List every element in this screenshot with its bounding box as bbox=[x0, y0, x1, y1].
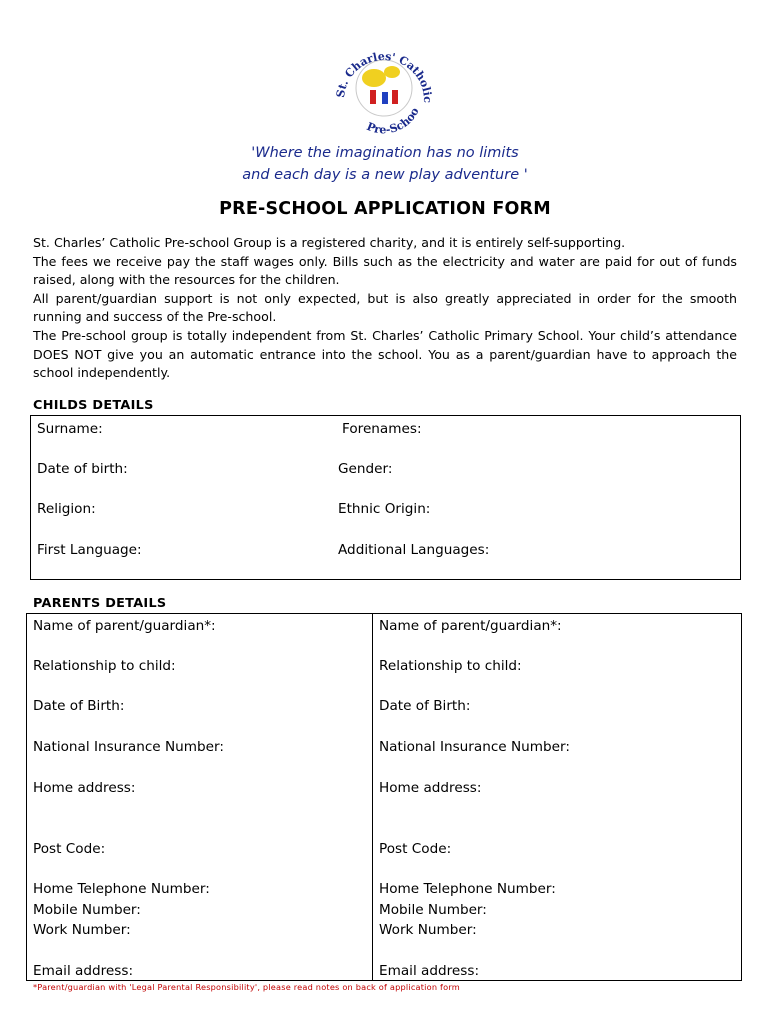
parent1-postcode-field[interactable]: Post Code: bbox=[33, 841, 106, 857]
intro-text bbox=[33, 234, 737, 383]
intro-paragraph: The Pre-school group is totally independent from St. Charles’ Catholic Primary School. Your child’s attendance DOES NOT give you an automatic entrance into the school. You as a parent/guardian have to approach the school independently. bbox=[33, 327, 737, 381]
childs-details-box bbox=[30, 415, 741, 580]
motto-line-1: 'Where the imagination has no limits bbox=[251, 145, 519, 161]
first-language-field[interactable]: First Language: bbox=[37, 542, 142, 558]
parent1-address-field[interactable]: Home address: bbox=[33, 780, 136, 796]
childs-details-heading: CHILDS DETAILS bbox=[33, 398, 154, 413]
parent2-address-field[interactable]: Home address: bbox=[379, 780, 482, 796]
parent2-ni-field[interactable]: National Insurance Number: bbox=[379, 739, 570, 755]
parent2-mobile-field[interactable]: Mobile Number: bbox=[379, 902, 487, 918]
intro-paragraph: All parent/guardian support is not only expected, but is also greatly appreciated in order for the smooth running and success of the Pre-school. bbox=[33, 290, 737, 325]
preschool-logo bbox=[322, 30, 444, 140]
parent2-relationship-field[interactable]: Relationship to child: bbox=[379, 658, 522, 674]
intro-paragraph: The fees we receive pay the staff wages only. Bills such as the electricity and water are paid for out of funds raised, along with the resources for the children. bbox=[33, 253, 737, 288]
parent2-email-field[interactable]: Email address: bbox=[379, 963, 480, 979]
religion-field[interactable]: Religion: bbox=[37, 501, 96, 517]
logo-emblem-icon bbox=[322, 30, 444, 140]
parent1-email-field[interactable]: Email address: bbox=[33, 963, 134, 979]
ethnic-origin-field[interactable]: Ethnic Origin: bbox=[338, 501, 431, 517]
logo-text-top: St. Charles' Catholic bbox=[333, 49, 435, 104]
child-dob-field[interactable]: Date of birth: bbox=[37, 461, 128, 477]
forenames-field[interactable]: Forenames: bbox=[342, 421, 422, 437]
parent1-work-field[interactable]: Work Number: bbox=[33, 922, 131, 938]
parent2-name-field[interactable]: Name of parent/guardian*: bbox=[379, 618, 562, 634]
parent2-dob-field[interactable]: Date of Birth: bbox=[379, 698, 471, 714]
additional-languages-field[interactable]: Additional Languages: bbox=[338, 542, 490, 558]
parent2-home-tel-field[interactable]: Home Telephone Number: bbox=[379, 881, 556, 897]
parent1-mobile-field[interactable]: Mobile Number: bbox=[33, 902, 141, 918]
column-divider bbox=[372, 614, 373, 980]
parent1-ni-field[interactable]: National Insurance Number: bbox=[33, 739, 224, 755]
parent2-work-field[interactable]: Work Number: bbox=[379, 922, 477, 938]
parent1-home-tel-field[interactable]: Home Telephone Number: bbox=[33, 881, 210, 897]
motto-line-2: and each day is a new play adventure ' bbox=[242, 167, 528, 183]
parents-details-box bbox=[26, 613, 742, 981]
surname-field[interactable]: Surname: bbox=[37, 421, 103, 437]
intro-paragraph: St. Charles’ Catholic Pre-school Group is a registered charity, and it is entirely self-supporting. bbox=[33, 235, 626, 250]
parent1-relationship-field[interactable]: Relationship to child: bbox=[33, 658, 176, 674]
gender-field[interactable]: Gender: bbox=[338, 461, 393, 477]
parent1-dob-field[interactable]: Date of Birth: bbox=[33, 698, 125, 714]
logo-text-bottom: Pre-Schoo bbox=[364, 105, 422, 137]
parents-details-heading: PARENTS DETAILS bbox=[33, 596, 167, 611]
legal-responsibility-footnote: *Parent/guardian with 'Legal Parental Responsibility', please read notes on back of application form bbox=[33, 982, 460, 992]
parent1-name-field[interactable]: Name of parent/guardian*: bbox=[33, 618, 216, 634]
parent2-postcode-field[interactable]: Post Code: bbox=[379, 841, 452, 857]
form-title: PRE-SCHOOL APPLICATION FORM bbox=[219, 199, 551, 219]
